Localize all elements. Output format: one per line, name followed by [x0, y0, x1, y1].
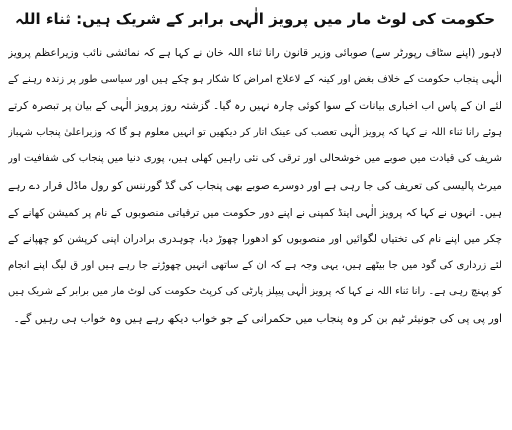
body-line: لئے ان کے پاس اب اخباری بیانات کے سوا کوئی چارہ نہیں رہ گیا۔ گزشتہ روز پرویز الٰہی کے بیان پر تبصرہ کرتے [8, 99, 502, 113]
body-line: لاہور (اپنے سٹاف رپورٹر سے) صوبائی وزیر قانون رانا ثناء اللہ خان نے کہا ہے کہ نمائشی نائب وزیراعظم پرویز [8, 46, 502, 59]
body-line: ہوئے رانا ثناء اللہ نے کہا کہ پرویز الٰہی تعصب کی عینک اتار کر دیکھیں تو انہیں معلوم ہو گا کہ وزیراعلیٰ پنجاب شہباز [8, 126, 502, 138]
headline: حکومت کی لوٹ مار میں پرویز الٰہی برابر کے شریک ہیں: ثناء اللہ [14, 10, 496, 28]
article-body [8, 40, 502, 333]
body-line: لئے زرداری کی گود میں جا بیٹھے ہیں، یہی وجہ ہے کہ ان کے ساتھی انہیں چھوڑتے جا رہے ہیں اور ق لیگ اپنے انجام [8, 259, 502, 271]
body-line: میرٹ پالیسی کی تعریف کی جا رہی ہے اور دوسرے صوبے بھی پنجاب کی گڈ گورننس کو رول ماڈل قرار دے رہے [8, 178, 502, 192]
body-line: الٰہی پنجاب حکومت کے خلاف بغض اور کینہ کے لاعلاج امراض کا شکار ہو چکے ہیں اور سیاسی طور پر زندہ رہنے کے [8, 73, 502, 85]
body-line: کو پہنچ رہی ہے۔ رانا ثناء اللہ نے کہا کہ پرویز الٰہی پیپلز پارٹی کی کرپٹ حکومت کی لوٹ مار میں برابر کے شریک ہیں [8, 286, 502, 298]
body-line: چکر میں اپنے نام کی تختیاں لگوائیں اور منصوبوں کو ادھورا چھوڑ دیا، چوہدری برادران اپنی کرپشن کو چھپانے کے [8, 233, 502, 246]
body-line: اور پی پی کی جونیئر ٹیم بن کر وہ پنجاب میں حکمرانی کے جو خواب دیکھ رہے ہیں وہ خواب ہی رہیں گے۔ [13, 311, 502, 325]
body-line: شریف کی قیادت میں صوبے میں خوشحالی اور ترقی کی نئی راہیں کھلی ہیں، پوری دنیا میں پنجاب کی شفافیت اور [8, 153, 502, 165]
body-line: ہیں۔ انہوں نے کہا کہ پرویز الٰہی اینڈ کمپنی نے اپنے دور حکومت میں ترقیاتی منصوبوں کے نام پر کمیشن کھانے کے [8, 206, 502, 219]
